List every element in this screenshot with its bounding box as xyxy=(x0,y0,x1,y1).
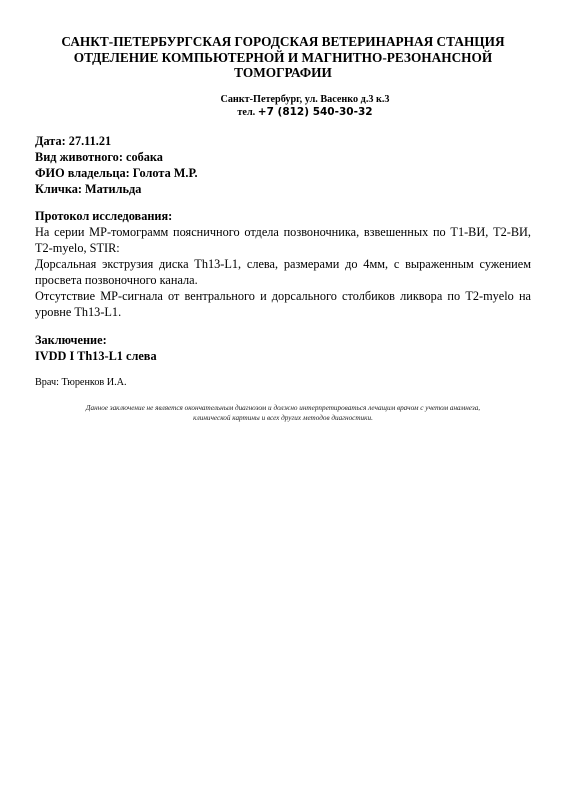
conclusion-heading: Заключение: xyxy=(35,333,107,347)
protocol-paragraph-1: На серии МР-томограмм поясничного отдела позвоночника, взвешенных по T1-ВИ, T2-ВИ, T2-myelo, STIR: xyxy=(35,225,531,255)
phone-line xyxy=(140,106,470,119)
conclusion-text: IVDD I Th13-L1 слева xyxy=(35,349,157,363)
address-line: Санкт-Петербург, ул. Васенко д.3 к.3 xyxy=(220,94,390,105)
protocol-heading: Протокол исследования: xyxy=(35,209,173,223)
patient-info xyxy=(35,133,525,197)
exam-date: Дата: 27.11.21 xyxy=(35,134,112,148)
disclaimer-line-1: Данное заключение не является окончательным диагнозом и должно интерпретироваться лечащим врачом с учетом анамнеза, xyxy=(85,404,481,412)
animal-type: Вид животного: собака xyxy=(35,150,163,164)
conclusion-section xyxy=(35,332,525,364)
disclaimer-line-2: клинической картины и всех других методов диагностики. xyxy=(193,414,373,422)
phone-label: тел. xyxy=(237,107,258,118)
owner-name: ФИО владельца: Голота М.Р. xyxy=(35,166,198,180)
header-line-2: ОТДЕЛЕНИЕ КОМПЬЮТЕРНОЙ И МАГНИТНО-РЕЗОНАНСНОЙ xyxy=(73,49,493,65)
pet-name: Кличка: Матильда xyxy=(35,182,142,196)
phone-number: +7 (812) 540-30-32 xyxy=(257,106,373,118)
protocol-paragraph-2: Дорсальная экструзия диска Th13-L1, слева, размерами до 4мм, с выраженным сужением просвета позвоночного канала. xyxy=(35,257,531,287)
protocol-paragraph-3: Отсутствие МР-сигнала от вентрального и дорсального столбиков ликвора по T2-myelo на уровне Th13-L1. xyxy=(35,289,531,319)
doctor-signature: Врач: Тюренков И.А. xyxy=(35,377,127,388)
header-line-1: САНКТ-ПЕТЕРБУРГСКАЯ ГОРОДСКАЯ ВЕТЕРИНАРНАЯ СТАНЦИЯ xyxy=(61,34,505,49)
exam-protocol xyxy=(35,208,531,320)
disclaimer xyxy=(40,403,526,423)
clinic-header xyxy=(40,34,526,81)
header-line-3: ТОМОГРАФИИ xyxy=(234,65,332,80)
clinic-address xyxy=(140,93,470,119)
